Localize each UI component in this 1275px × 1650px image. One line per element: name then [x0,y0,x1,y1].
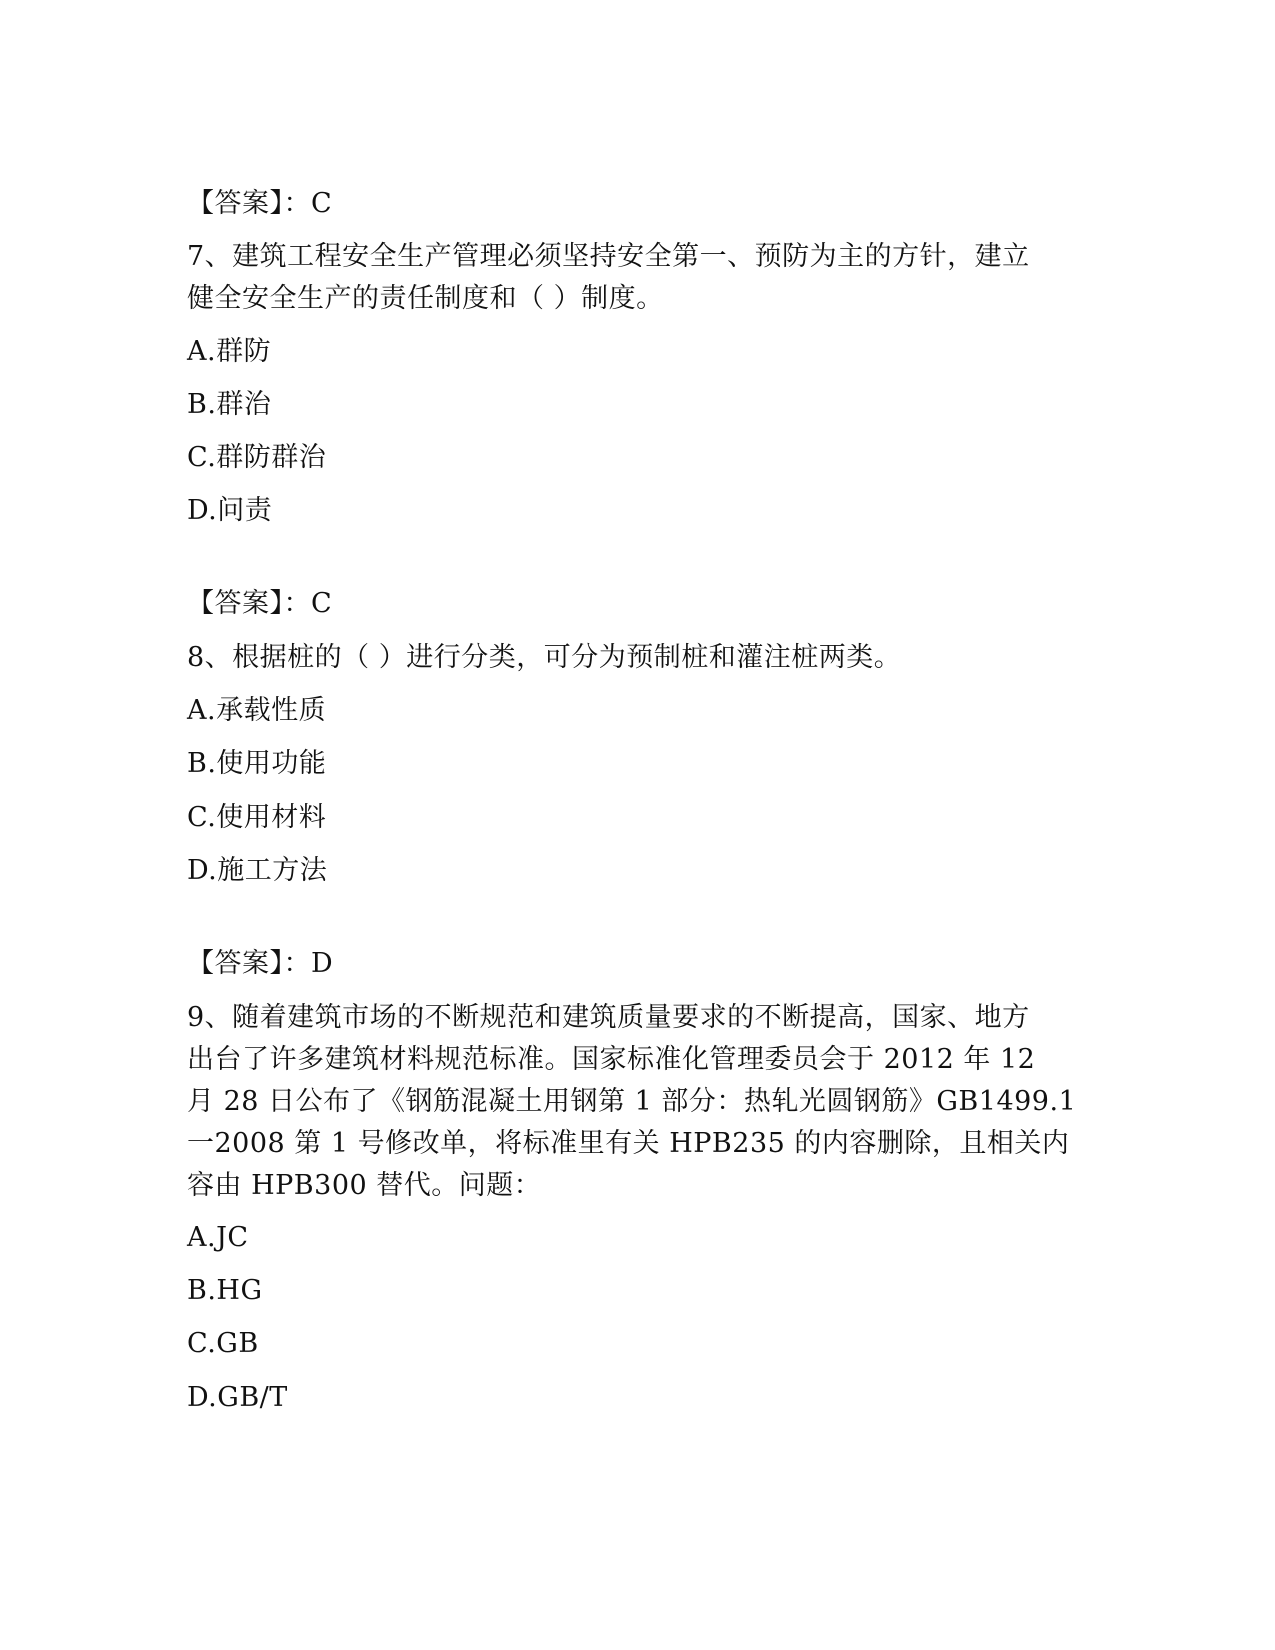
question-9-option-b: B.HG [187,1275,263,1306]
question-8-option-b: B.使用功能 [187,748,327,779]
question-9-option-d: D.GB/T [187,1382,288,1413]
question-7-stem-line-2: 健全安全生产的责任制度和（ ）制度。 [187,283,664,314]
question-8-stem-line-1: 8、根据桩的（ ）进行分类，可分为预制桩和灌注桩两类。 [187,642,902,673]
question-7-option-a: A.群防 [187,336,272,367]
question-7-option-d: D.问责 [187,495,273,526]
answer-label-q8: 【答案】：D [187,948,334,979]
question-9-option-a: A.JC [187,1222,249,1253]
question-9-stem-line-2: 出台了许多建筑材料规范标准。国家标准化管理委员会于 2012 年 12 [187,1044,1036,1075]
question-8-option-c: C.使用材料 [187,802,327,833]
answer-label-q7: 【答案】：C [187,588,333,619]
question-8-option-d: D.施工方法 [187,855,328,886]
answer-label-q6: 【答案】：C [187,188,333,219]
question-9-option-c: C.GB [187,1328,259,1359]
question-7-stem-line-1: 7、建筑工程安全生产管理必须坚持安全第一、预防为主的方针，建立 [187,241,1030,272]
question-8-option-a: A.承载性质 [187,695,327,726]
question-9-stem-line-1: 9、随着建筑市场的不断规范和建筑质量要求的不断提高，国家、地方 [187,1002,1030,1033]
question-7-option-b: B.群治 [187,389,272,420]
question-9-stem-line-4: 一2008 第 1 号修改单，将标准里有关 HPB235 的内容删除，且相关内 [187,1128,1070,1159]
question-9-stem-line-5: 容由 HPB300 替代。问题： [187,1170,542,1201]
question-9-stem-line-3: 月 28 日公布了《钢筋混凝土用钢第 1 部分：热轧光圆钢筋》GB1499.1 [187,1086,1077,1117]
question-7-option-c: C.群防群治 [187,442,327,473]
